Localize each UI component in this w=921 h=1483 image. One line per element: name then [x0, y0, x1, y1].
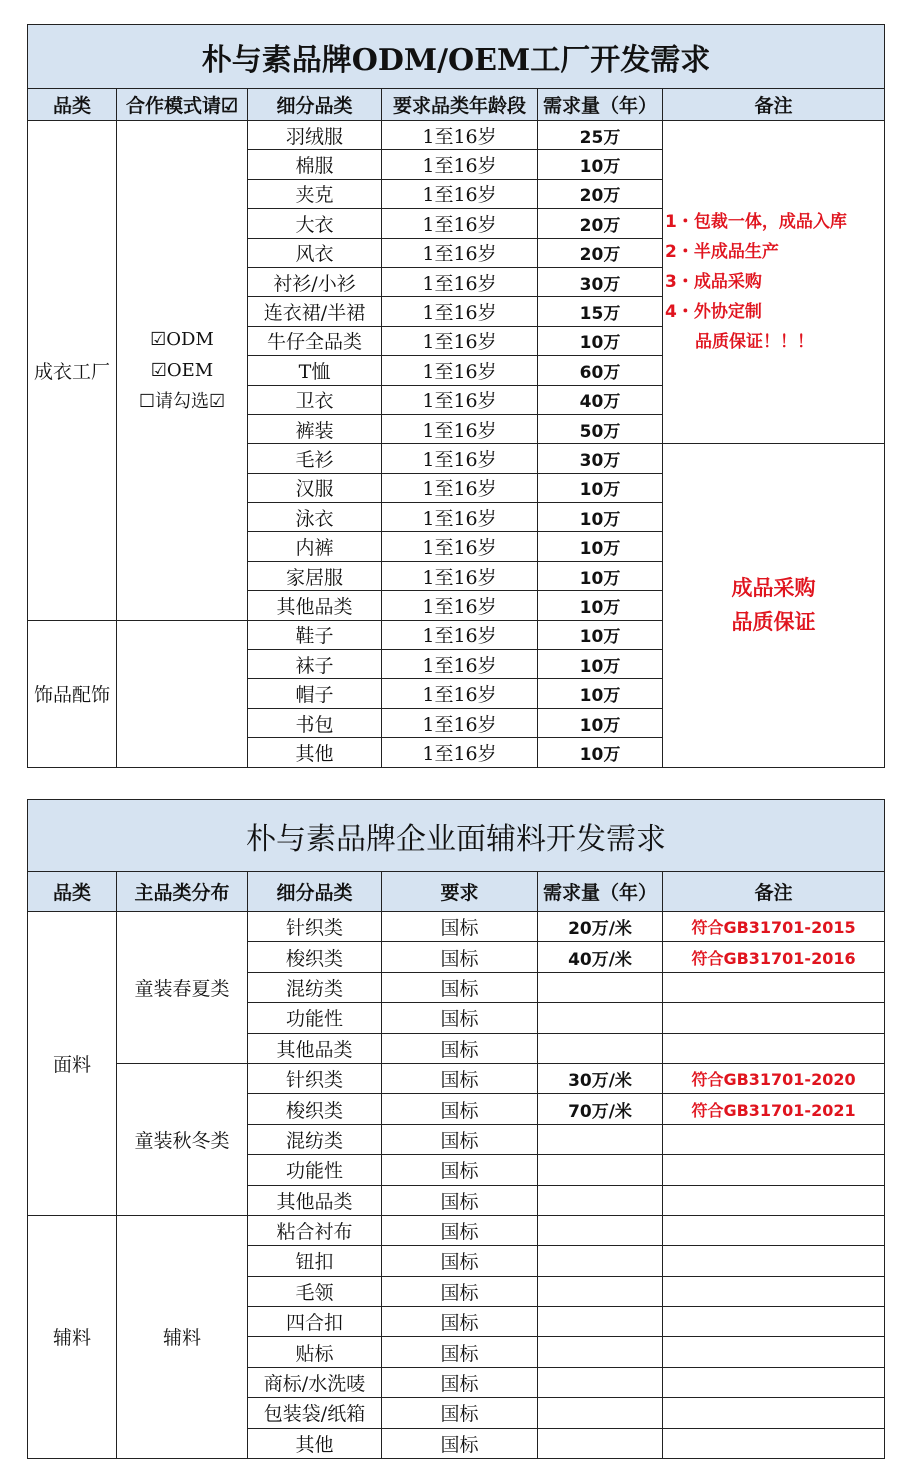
quantity-cell — [538, 1155, 663, 1185]
subcategory-cell: 混纺类 — [248, 1124, 382, 1154]
requirement-cell: 国标 — [382, 912, 538, 942]
subcategory-cell: 棉服 — [248, 150, 382, 179]
requirement-cell: 国标 — [382, 1276, 538, 1306]
subcategory-cell: 帽子 — [248, 679, 382, 708]
note-line: 成品采购 — [731, 576, 816, 601]
subcategory-cell: 袜子 — [248, 650, 382, 679]
subcategory-cell: 其他品类 — [248, 1033, 382, 1063]
subcategory-cell: 毛领 — [248, 1276, 382, 1306]
age-range-cell: 1至16岁 — [382, 150, 538, 179]
header-subcategory: 细分品类 — [248, 872, 382, 912]
age-range-cell: 1至16岁 — [382, 356, 538, 385]
requirement-cell: 国标 — [382, 1246, 538, 1276]
subcategory-cell: 针织类 — [248, 1063, 382, 1093]
quantity-cell: 10万 — [538, 738, 663, 767]
subcategory-cell: 其他品类 — [248, 1185, 382, 1215]
requirement-cell: 国标 — [382, 1215, 538, 1245]
age-range-cell: 1至16岁 — [382, 297, 538, 326]
age-range-cell: 1至16岁 — [382, 591, 538, 620]
quantity-cell: 40万 — [538, 385, 663, 414]
quantity-cell — [538, 1033, 663, 1063]
age-range-cell: 1至16岁 — [382, 267, 538, 296]
header-main-distribution: 主品类分布 — [117, 872, 248, 912]
quantity-cell: 50万 — [538, 414, 663, 443]
subcategory-cell: 卫衣 — [248, 385, 382, 414]
requirement-cell: 国标 — [382, 1094, 538, 1124]
quantity-cell — [538, 1337, 663, 1367]
notes-cell — [663, 1276, 885, 1306]
distribution-cell: 辅料 — [117, 1215, 248, 1458]
subcategory-cell: 商标/水洗唛 — [248, 1367, 382, 1397]
table2-title: 朴与素品牌企业面辅料开发需求 — [28, 800, 885, 872]
quantity-cell: 20万 — [538, 238, 663, 267]
subcategory-cell: 其他品类 — [248, 591, 382, 620]
distribution-cell: 童装春夏类 — [117, 912, 248, 1064]
distribution-cell: 童装秋冬类 — [117, 1063, 248, 1215]
table-row — [28, 1063, 885, 1093]
requirement-cell: 国标 — [382, 1367, 538, 1397]
notes-cell — [663, 1337, 885, 1367]
table1-header-row — [28, 89, 885, 121]
category-cell: 成衣工厂 — [28, 121, 117, 621]
quantity-cell: 10万 — [538, 503, 663, 532]
age-range-cell: 1至16岁 — [382, 620, 538, 649]
quantity-cell: 30万 — [538, 267, 663, 296]
notes-cell — [663, 1367, 885, 1397]
requirement-cell: 国标 — [382, 1428, 538, 1458]
age-range-cell: 1至16岁 — [382, 238, 538, 267]
age-range-cell: 1至16岁 — [382, 209, 538, 238]
quantity-cell: 10万 — [538, 708, 663, 737]
requirement-cell: 国标 — [382, 1033, 538, 1063]
subcategory-cell: 混纺类 — [248, 972, 382, 1002]
quantity-cell — [538, 972, 663, 1002]
subcategory-cell: 夹克 — [248, 179, 382, 208]
subcategory-cell: 牛仔全品类 — [248, 326, 382, 355]
requirement-cell: 国标 — [382, 972, 538, 1002]
quantity-cell — [538, 1246, 663, 1276]
notes-cell — [663, 972, 885, 1002]
notes-cell — [663, 1033, 885, 1063]
requirement-cell: 国标 — [382, 1003, 538, 1033]
notes-cell: 符合GB31701-2016 — [663, 942, 885, 972]
category-cell: 面料 — [28, 912, 117, 1216]
subcategory-cell: 梭织类 — [248, 1094, 382, 1124]
quantity-cell: 40万/米 — [538, 942, 663, 972]
header-subcategory: 细分品类 — [248, 89, 382, 121]
header-notes: 备注 — [663, 89, 885, 121]
age-range-cell: 1至16岁 — [382, 179, 538, 208]
note-line: 品质保证 — [731, 610, 816, 635]
notes-cell — [663, 444, 885, 767]
requirement-cell: 国标 — [382, 1124, 538, 1154]
quantity-cell: 30万/米 — [538, 1063, 663, 1093]
note-line: 品质保证！！！ — [695, 332, 814, 353]
age-range-cell: 1至16岁 — [382, 473, 538, 502]
subcategory-cell: 风衣 — [248, 238, 382, 267]
table-row — [28, 121, 885, 150]
quantity-cell: 10万 — [538, 561, 663, 590]
quantity-cell — [538, 1367, 663, 1397]
requirement-cell: 国标 — [382, 1185, 538, 1215]
quantity-cell: 20万 — [538, 209, 663, 238]
notes-cell — [663, 1215, 885, 1245]
subcategory-cell: 羽绒服 — [248, 121, 382, 150]
quantity-cell: 10万 — [538, 679, 663, 708]
note-line: 4・外协定制 — [665, 302, 762, 323]
subcategory-cell: T恤 — [248, 356, 382, 385]
cooperation-mode-cell — [117, 620, 248, 767]
requirement-cell: 国标 — [382, 1307, 538, 1337]
notes-cell: 符合GB31701-2021 — [663, 1094, 885, 1124]
quantity-cell: 25万 — [538, 121, 663, 150]
subcategory-cell: 内裤 — [248, 532, 382, 561]
subcategory-cell: 梭织类 — [248, 942, 382, 972]
age-range-cell: 1至16岁 — [382, 532, 538, 561]
subcategory-cell: 书包 — [248, 708, 382, 737]
quantity-cell: 30万 — [538, 444, 663, 473]
table2-header-row — [28, 872, 885, 912]
notes-cell: 符合GB31701-2020 — [663, 1063, 885, 1093]
subcategory-cell: 钮扣 — [248, 1246, 382, 1276]
age-range-cell: 1至16岁 — [382, 414, 538, 443]
quantity-cell — [538, 1276, 663, 1306]
age-range-cell: 1至16岁 — [382, 444, 538, 473]
subcategory-cell: 包装袋/纸箱 — [248, 1398, 382, 1428]
subcategory-cell: 贴标 — [248, 1337, 382, 1367]
subcategory-cell: 家居服 — [248, 561, 382, 590]
age-range-cell: 1至16岁 — [382, 738, 538, 767]
subcategory-cell: 裤装 — [248, 414, 382, 443]
age-range-cell: 1至16岁 — [382, 121, 538, 150]
quantity-cell: 10万 — [538, 150, 663, 179]
note-line: 2・半成品生产 — [665, 242, 779, 263]
subcategory-cell: 四合扣 — [248, 1307, 382, 1337]
fabric-accessory-requirements-table — [27, 799, 885, 1459]
mode-option: ☐请勾选☑ — [138, 390, 226, 412]
quantity-cell: 60万 — [538, 356, 663, 385]
notes-cell — [663, 1003, 885, 1033]
age-range-cell: 1至16岁 — [382, 650, 538, 679]
notes-cell — [663, 1155, 885, 1185]
notes-cell — [663, 1398, 885, 1428]
header-age: 要求品类年龄段 — [382, 89, 538, 121]
subcategory-cell: 汉服 — [248, 473, 382, 502]
age-range-cell: 1至16岁 — [382, 679, 538, 708]
quantity-cell: 20万 — [538, 179, 663, 208]
notes-cell: 符合GB31701-2015 — [663, 912, 885, 942]
quantity-cell: 10万 — [538, 620, 663, 649]
header-mode: 合作模式请☑ — [117, 89, 248, 121]
category-cell: 饰品配饰 — [28, 620, 117, 767]
notes-cell — [663, 121, 885, 444]
subcategory-cell: 针织类 — [248, 912, 382, 942]
quantity-cell: 10万 — [538, 326, 663, 355]
notes-cell — [663, 1185, 885, 1215]
quantity-cell — [538, 1398, 663, 1428]
mode-option: ☑ODM — [150, 328, 214, 350]
quantity-cell: 15万 — [538, 297, 663, 326]
subcategory-cell: 连衣裙/半裙 — [248, 297, 382, 326]
table-row — [28, 1215, 885, 1245]
table-row — [28, 912, 885, 942]
subcategory-cell: 鞋子 — [248, 620, 382, 649]
header-notes: 备注 — [663, 872, 885, 912]
quantity-cell: 10万 — [538, 591, 663, 620]
quantity-cell — [538, 1124, 663, 1154]
subcategory-cell: 功能性 — [248, 1003, 382, 1033]
mode-option: ☑OEM — [150, 359, 214, 381]
header-category: 品类 — [28, 872, 117, 912]
quantity-cell — [538, 1003, 663, 1033]
age-range-cell: 1至16岁 — [382, 326, 538, 355]
subcategory-cell: 粘合衬布 — [248, 1215, 382, 1245]
age-range-cell: 1至16岁 — [382, 503, 538, 532]
category-cell: 辅料 — [28, 1215, 117, 1458]
cooperation-mode-cell — [117, 121, 248, 621]
age-range-cell: 1至16岁 — [382, 708, 538, 737]
header-quantity: 需求量（年） — [538, 872, 663, 912]
quantity-cell: 70万/米 — [538, 1094, 663, 1124]
note-line: 3・成品采购 — [665, 272, 762, 293]
subcategory-cell: 功能性 — [248, 1155, 382, 1185]
age-range-cell: 1至16岁 — [382, 385, 538, 414]
requirement-cell: 国标 — [382, 1155, 538, 1185]
subcategory-cell: 其他 — [248, 738, 382, 767]
subcategory-cell: 衬衫/小衫 — [248, 267, 382, 296]
subcategory-cell: 大衣 — [248, 209, 382, 238]
quantity-cell: 10万 — [538, 532, 663, 561]
notes-cell — [663, 1246, 885, 1276]
quantity-cell: 10万 — [538, 473, 663, 502]
age-range-cell: 1至16岁 — [382, 561, 538, 590]
subcategory-cell: 毛衫 — [248, 444, 382, 473]
notes-cell — [663, 1124, 885, 1154]
requirement-cell: 国标 — [382, 1337, 538, 1367]
notes-cell — [663, 1428, 885, 1458]
header-category: 品类 — [28, 89, 117, 121]
odm-oem-requirements-table — [27, 24, 885, 768]
requirement-cell: 国标 — [382, 942, 538, 972]
requirement-cell: 国标 — [382, 1063, 538, 1093]
quantity-cell: 10万 — [538, 650, 663, 679]
notes-cell — [663, 1307, 885, 1337]
requirement-cell: 国标 — [382, 1398, 538, 1428]
header-quantity: 需求量（年） — [538, 89, 663, 121]
note-line: 1・包裁一体，成品入库 — [665, 212, 847, 233]
quantity-cell — [538, 1307, 663, 1337]
quantity-cell — [538, 1428, 663, 1458]
subcategory-cell: 泳衣 — [248, 503, 382, 532]
header-requirement: 要求 — [382, 872, 538, 912]
quantity-cell — [538, 1215, 663, 1245]
quantity-cell — [538, 1185, 663, 1215]
quantity-cell: 20万/米 — [538, 912, 663, 942]
table1-title: 朴与素品牌ODM/OEM工厂开发需求 — [28, 25, 885, 89]
subcategory-cell: 其他 — [248, 1428, 382, 1458]
